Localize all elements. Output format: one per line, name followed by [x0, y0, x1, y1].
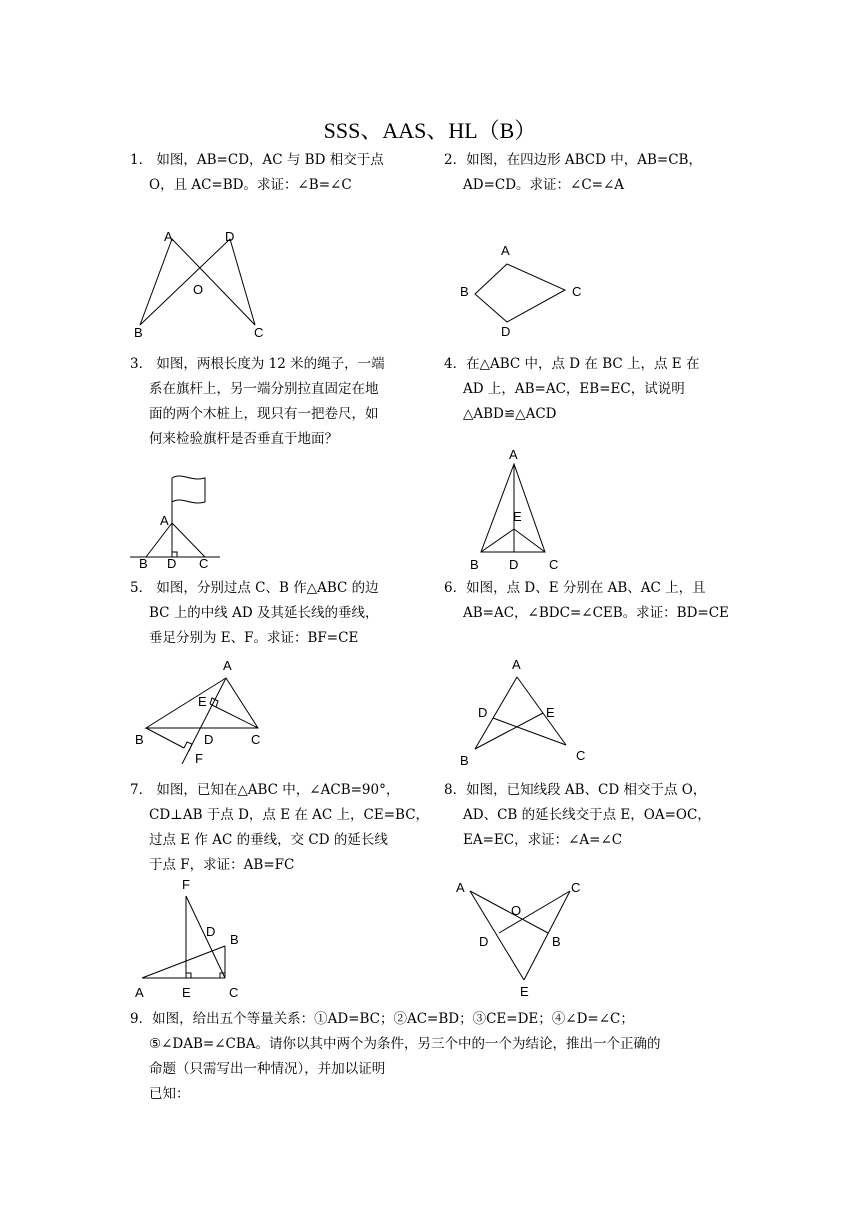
- point-label-o: O: [193, 282, 204, 297]
- point-label-d: D: [167, 556, 177, 571]
- point-label-b: B: [135, 732, 144, 747]
- point-label-b: B: [134, 325, 143, 340]
- point-label-e: E: [546, 705, 555, 720]
- problem-4-text: 4．在△ABC 中，点 D 在 BC 上，点 E 在 AD 上，AB=AC，EB=EC，试说明 △ABD≌△ACD: [444, 356, 700, 422]
- point-label-c: C: [572, 284, 582, 299]
- problem-1-text: 1． 如图，AB=CD，AC 与 BD 相交于点 O，且 AC=BD。求证：∠B=∠C: [130, 152, 384, 193]
- point-label-d: D: [225, 229, 235, 244]
- problem-2-text: 2．如图，在四边形 ABCD 中，AB=CB， AD=CD。求证：∠C=∠A: [444, 152, 702, 193]
- problem-4-figure: [465, 445, 575, 575]
- problem-1-figure: [125, 225, 285, 345]
- figure-segment: [186, 973, 191, 978]
- point-label-b: B: [139, 556, 148, 571]
- point-label-a: A: [509, 447, 518, 462]
- problem-6-figure: [455, 655, 595, 770]
- problem-2-figure: [455, 240, 595, 340]
- figure-segment: [517, 677, 566, 745]
- figure-segment: [142, 946, 225, 978]
- problem-3-figure: [125, 468, 235, 573]
- point-label-o: O: [511, 903, 522, 918]
- figure-segment: [146, 728, 184, 748]
- point-label-a: A: [164, 229, 173, 244]
- point-label-e: E: [513, 509, 522, 524]
- point-label-c: C: [549, 557, 559, 572]
- problem-7-figure: [130, 870, 250, 1005]
- point-label-d: D: [501, 324, 511, 339]
- figure-segment: [481, 529, 514, 552]
- point-label-c: C: [251, 732, 261, 747]
- point-label-c: C: [254, 325, 264, 340]
- figure-segment: [475, 264, 565, 322]
- problem-9-text: 9．如图，给出五个等量关系：①AD=BC；②AC=BD；③CE=DE；④∠D=∠C； ⑤∠DAB=∠CBA。请你以其中两个为条件，另三个中的一个为结论，推出一个正确的 命题（只需写出一种情况），并加以证明 已知：: [130, 1011, 661, 1102]
- point-label-c: C: [576, 748, 586, 763]
- problem-5-figure: [130, 656, 280, 771]
- point-label-a: A: [512, 657, 521, 672]
- figure-segment: [493, 718, 566, 745]
- point-label-e: E: [520, 984, 529, 999]
- point-label-c: C: [199, 556, 209, 571]
- point-label-f: F: [195, 751, 203, 766]
- point-label-e: E: [198, 694, 207, 709]
- figure-segment: [514, 529, 545, 552]
- point-label-a: A: [160, 513, 169, 528]
- point-label-d: D: [204, 732, 214, 747]
- figure-segment: [172, 476, 205, 503]
- figure-segment: [146, 523, 172, 557]
- point-label-d: D: [478, 705, 488, 720]
- problem-3-text: 3． 如图，两根长度为 12 米的绳子，一端 系在旗杆上，另一端分别拉直固定在地 面的两个木桩上，现只有一把卷尺，如 何来检验旗杆是否垂直于地面？: [130, 356, 385, 447]
- point-label-b: B: [230, 932, 239, 947]
- point-label-a: A: [456, 880, 465, 895]
- figure-segment: [184, 742, 192, 751]
- point-label-a: A: [223, 658, 232, 673]
- point-label-d: D: [206, 924, 216, 939]
- point-label-c: C: [571, 880, 581, 895]
- point-label-e: E: [182, 985, 191, 1000]
- figure-segment: [182, 678, 226, 764]
- page-title: SSS、AAS、HL（B）: [323, 118, 537, 143]
- point-label-b: B: [470, 557, 479, 572]
- problem-7-text: 7． 如图，已知在△ABC 中，∠ACB=90°， CD⊥AB 于点 D，点 E 在 AC 上，CE=BC， 过点 E 作 AC 的垂线，交 CD 的延长线 于点 F，求证：AB=FC: [130, 782, 430, 873]
- problem-6-text: 6．如图，点 D、E 分别在 AB、AC 上，且 AB=AC，∠BDC=∠CEB。求证：BD=CE: [444, 580, 729, 621]
- problem-8-text: 8．如图，已知线段 AB、CD 相交于点 O， AD、CB 的延长线交于点 E，OA=OC， EA=EC，求证：∠A=∠C: [444, 782, 711, 848]
- point-label-c: C: [229, 985, 239, 1000]
- point-label-a: A: [501, 243, 510, 258]
- point-label-a: A: [135, 985, 144, 1000]
- point-label-b: B: [460, 284, 469, 299]
- point-label-d: D: [479, 934, 489, 949]
- problem-8-figure: [450, 875, 595, 1005]
- point-label-f: F: [182, 877, 190, 892]
- problem-5-text: 5． 如图，分别过点 C、B 作△ABC 的边 BC 上的中线 AD 及其延长线的垂线， 垂足分别为 E、F。求证：BF=CE: [130, 580, 379, 646]
- point-label-b: B: [460, 753, 469, 768]
- point-label-b: B: [552, 934, 561, 949]
- point-label-d: D: [509, 557, 519, 572]
- figure-segment: [481, 464, 545, 552]
